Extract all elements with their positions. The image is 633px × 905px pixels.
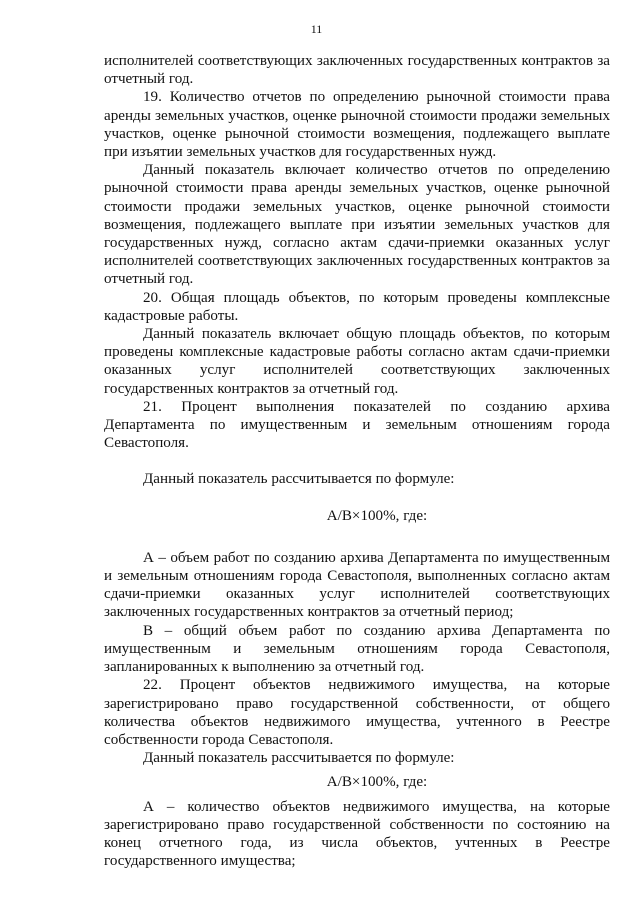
paragraph: Данный показатель рассчитывается по формуле: — [143, 750, 455, 767]
definition-a: А – объем работ по созданию архива Департамента по имущественным и земельным отношениям города Севастополя, выполненных согласно актам сдачи-приемки оказанных услуг исполнителей соответствующих заключенных государственных контрактов за отчетный период; — [104, 549, 610, 621]
list-item-19: 19. Количество отчетов по определению рыночной стоимости права аренды земельных участков, оценке рыночной стоимости продажи земельных участков, оценке рыночной стоимости возмещения, подлежащего выплате при изъятии земельных участков для государственных нужд. — [104, 89, 610, 161]
paragraph: Данный показатель включает количество отчетов по определению рыночной стоимости права аренды земельных участков, оценке рыночной стоимости продажи земельных участков, оценке рыночной стоимости возмещения, подлежащего выплате при изъятии земельных участков для государственных нужд, согласно актам сдачи-приемки оказанных услуг исполнителей соответствующих заключенных государственных контрактов за отчетный год. — [104, 162, 610, 288]
paragraph: Данный показатель рассчитывается по формуле: — [143, 471, 455, 488]
formula: А/В×100%, где: — [326, 774, 428, 791]
definition-a: А – количество объектов недвижимого имущества, на которые зарегистрировано право государственной собственности по состоянию на конец отчетного года, из числа объектов, учтенных в Реестре государственного имущества; — [104, 798, 610, 870]
formula: А/В×100%, где: — [326, 507, 428, 524]
list-item-22: 22. Процент объектов недвижимого имущества, на которые зарегистрировано право государственной собственности, от общего количества объектов недвижимого имущества, учтенного в Реестре собственности города Севастополя. — [104, 677, 610, 748]
paragraph: исполнителей соответствующих заключенных государственных контрактов за отчетный год. — [104, 53, 610, 88]
list-item-20: 20. Общая площадь объектов, по которым проведены комплексные кадастровые работы. — [104, 289, 610, 324]
paragraph: Данный показатель включает общую площадь объектов, по которым проведены комплексные кадастровые работы согласно актам сдачи-приемки оказанных услуг исполнителей соответствующих заключенных государственных контрактов за отчетный год. — [104, 326, 610, 397]
definition-b: В – общий объем работ по созданию архива Департамента по имущественным и земельным отношениям города Севастополя, запланированных к выполнению за отчетный год. — [104, 622, 610, 676]
list-item-21: 21. Процент выполнения показателей по созданию архива Департамента по имущественным и земельным отношениям города Севастополя. — [104, 398, 610, 452]
document-body — [104, 52, 610, 870]
page-number: 11 — [310, 22, 323, 36]
